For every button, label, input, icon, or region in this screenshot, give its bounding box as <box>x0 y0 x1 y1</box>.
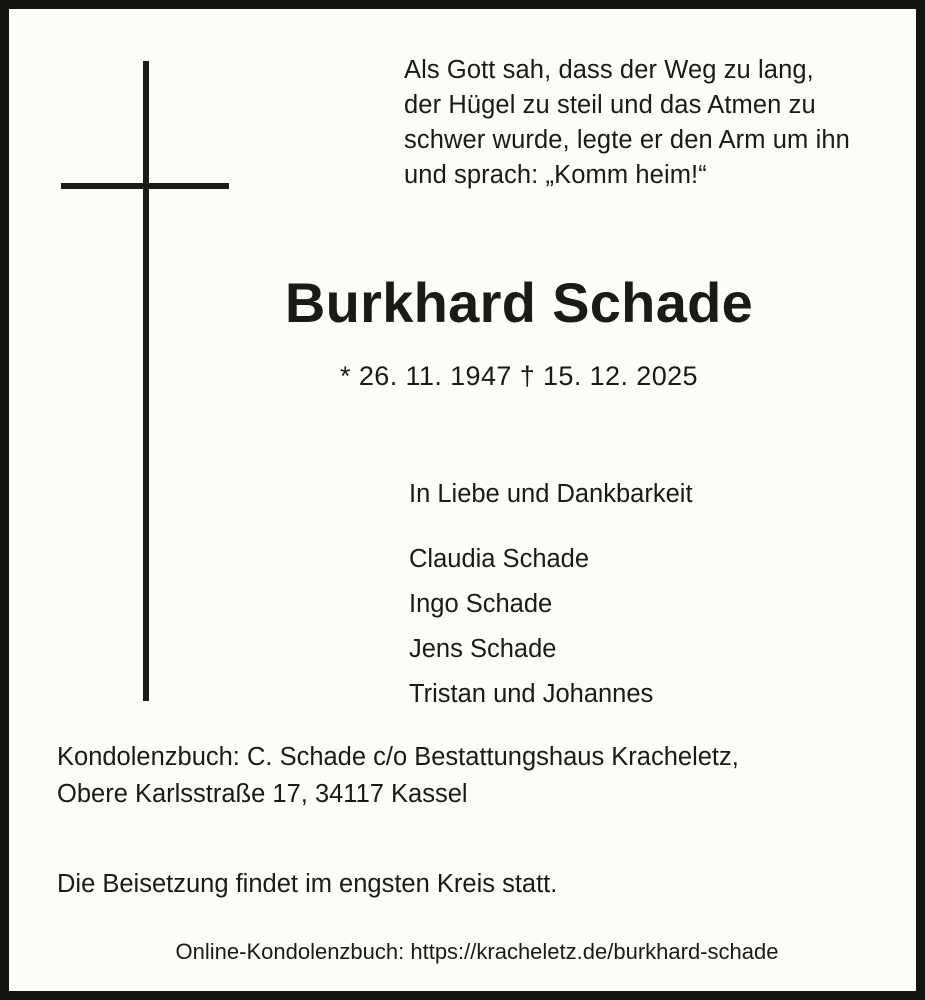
mourner-name: Tristan und Johannes <box>409 680 654 708</box>
tribute-block <box>409 472 889 717</box>
verse-line-2: der Hügel zu steil und das Atmen zu <box>404 91 816 119</box>
burial-note: Die Beisetzung findet im engsten Kreis statt. <box>57 870 558 898</box>
mourner-name: Ingo Schade <box>409 590 553 618</box>
mourner-name: Claudia Schade <box>409 545 590 573</box>
verse-line-3: schwer wurde, legte er den Arm um ihn <box>404 126 850 154</box>
mourner-name: Jens Schade <box>409 635 557 663</box>
condolence-line-1: Kondolenzbuch: C. Schade c/o Bestattungshaus Kracheletz, <box>57 743 739 771</box>
deceased-dates: * 26. 11. 1947 † 15. 12. 2025 <box>340 361 698 391</box>
cross-vertical-bar <box>143 61 149 701</box>
verse-line-1: Als Gott sah, dass der Weg zu lang, <box>404 56 814 84</box>
deceased-name: Burkhard Schade <box>284 271 754 334</box>
condolence-line-2: Obere Karlsstraße 17, 34117 Kassel <box>57 780 468 808</box>
tribute-lead: In Liebe und Dankbarkeit <box>409 480 693 508</box>
verse-block <box>404 53 904 193</box>
cross-horizontal-bar <box>61 183 229 189</box>
condolence-address <box>57 739 897 813</box>
obituary-inner <box>9 9 916 991</box>
verse-line-4: und sprach: „Komm heim!“ <box>404 161 707 189</box>
online-condolence-link[interactable]: Online-Kondolenzbuch: https://kracheletz.de/burkhard-schade <box>175 939 779 964</box>
